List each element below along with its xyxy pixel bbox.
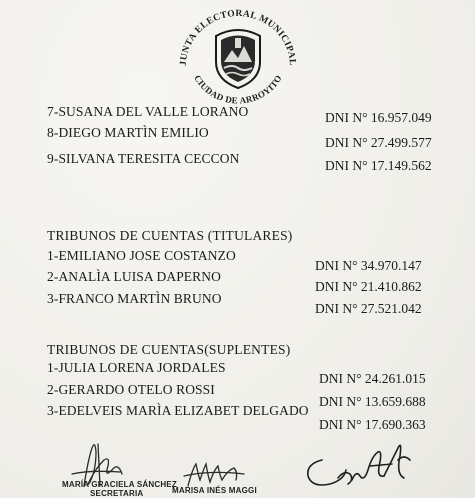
member-name: 2-GERARDO OTELO ROSSI [47,382,215,397]
seal-bottom-text: CIUDAD DE ARROYITO [192,73,284,106]
member-name: 1-JULIA LORENA JORDALES [47,360,226,375]
left-signatory-role: SECRETARIA [90,489,144,498]
electoral-board-seal [172,6,304,114]
member-dni: DNI N° 17.149.562 [325,158,432,173]
section-heading-suplentes: TRIBUNOS DE CUENTAS(SUPLENTES) [47,342,291,357]
seal-shield-icon [216,30,260,88]
list-item [0,157,475,175]
right-signature-icon [308,445,410,485]
member-dni: DNI N° 17.690.363 [319,417,426,432]
member-name: 9-SILVANA TERESITA CECCON [47,151,240,166]
signature-area [0,430,475,498]
member-dni: DNI N° 21.410.862 [315,279,422,294]
member-name: 1-EMILIANO JOSE COSTANZO [47,248,236,263]
member-dni: DNI N° 27.499.577 [325,135,432,150]
member-dni: DNI N° 13.659.688 [319,394,426,409]
section-heading-titulares: TRIBUNOS DE CUENTAS (TITULARES) [47,228,293,243]
left-signatory-name: MARÍA GRACIELA SÁNCHEZ [62,480,177,489]
center-signatory-name: MARISA INÉS MAGGI [172,486,257,495]
list-item [0,300,475,318]
member-dni: DNI N° 27.521.042 [315,301,422,316]
member-dni: DNI N° 16.957.049 [325,110,432,125]
member-name: 7-SUSANA DEL VALLE LORANO [47,104,249,119]
seal-top-text: JUNTA ELECTORAL MUNICIPAL [178,8,298,67]
member-name: 3-EDELVEIS MARÌA ELIZABET DELGADO [47,403,309,418]
member-name: 2-ANALÌA LUISA DAPERNO [47,269,221,284]
member-dni: DNI N° 24.261.015 [319,371,426,386]
member-dni: DNI N° 34.970.147 [315,258,422,273]
center-signature-icon [184,464,244,486]
member-name: 3-FRANCO MARTÌN BRUNO [47,291,222,306]
member-name: 8-DIEGO MARTÌN EMILIO [47,125,209,140]
